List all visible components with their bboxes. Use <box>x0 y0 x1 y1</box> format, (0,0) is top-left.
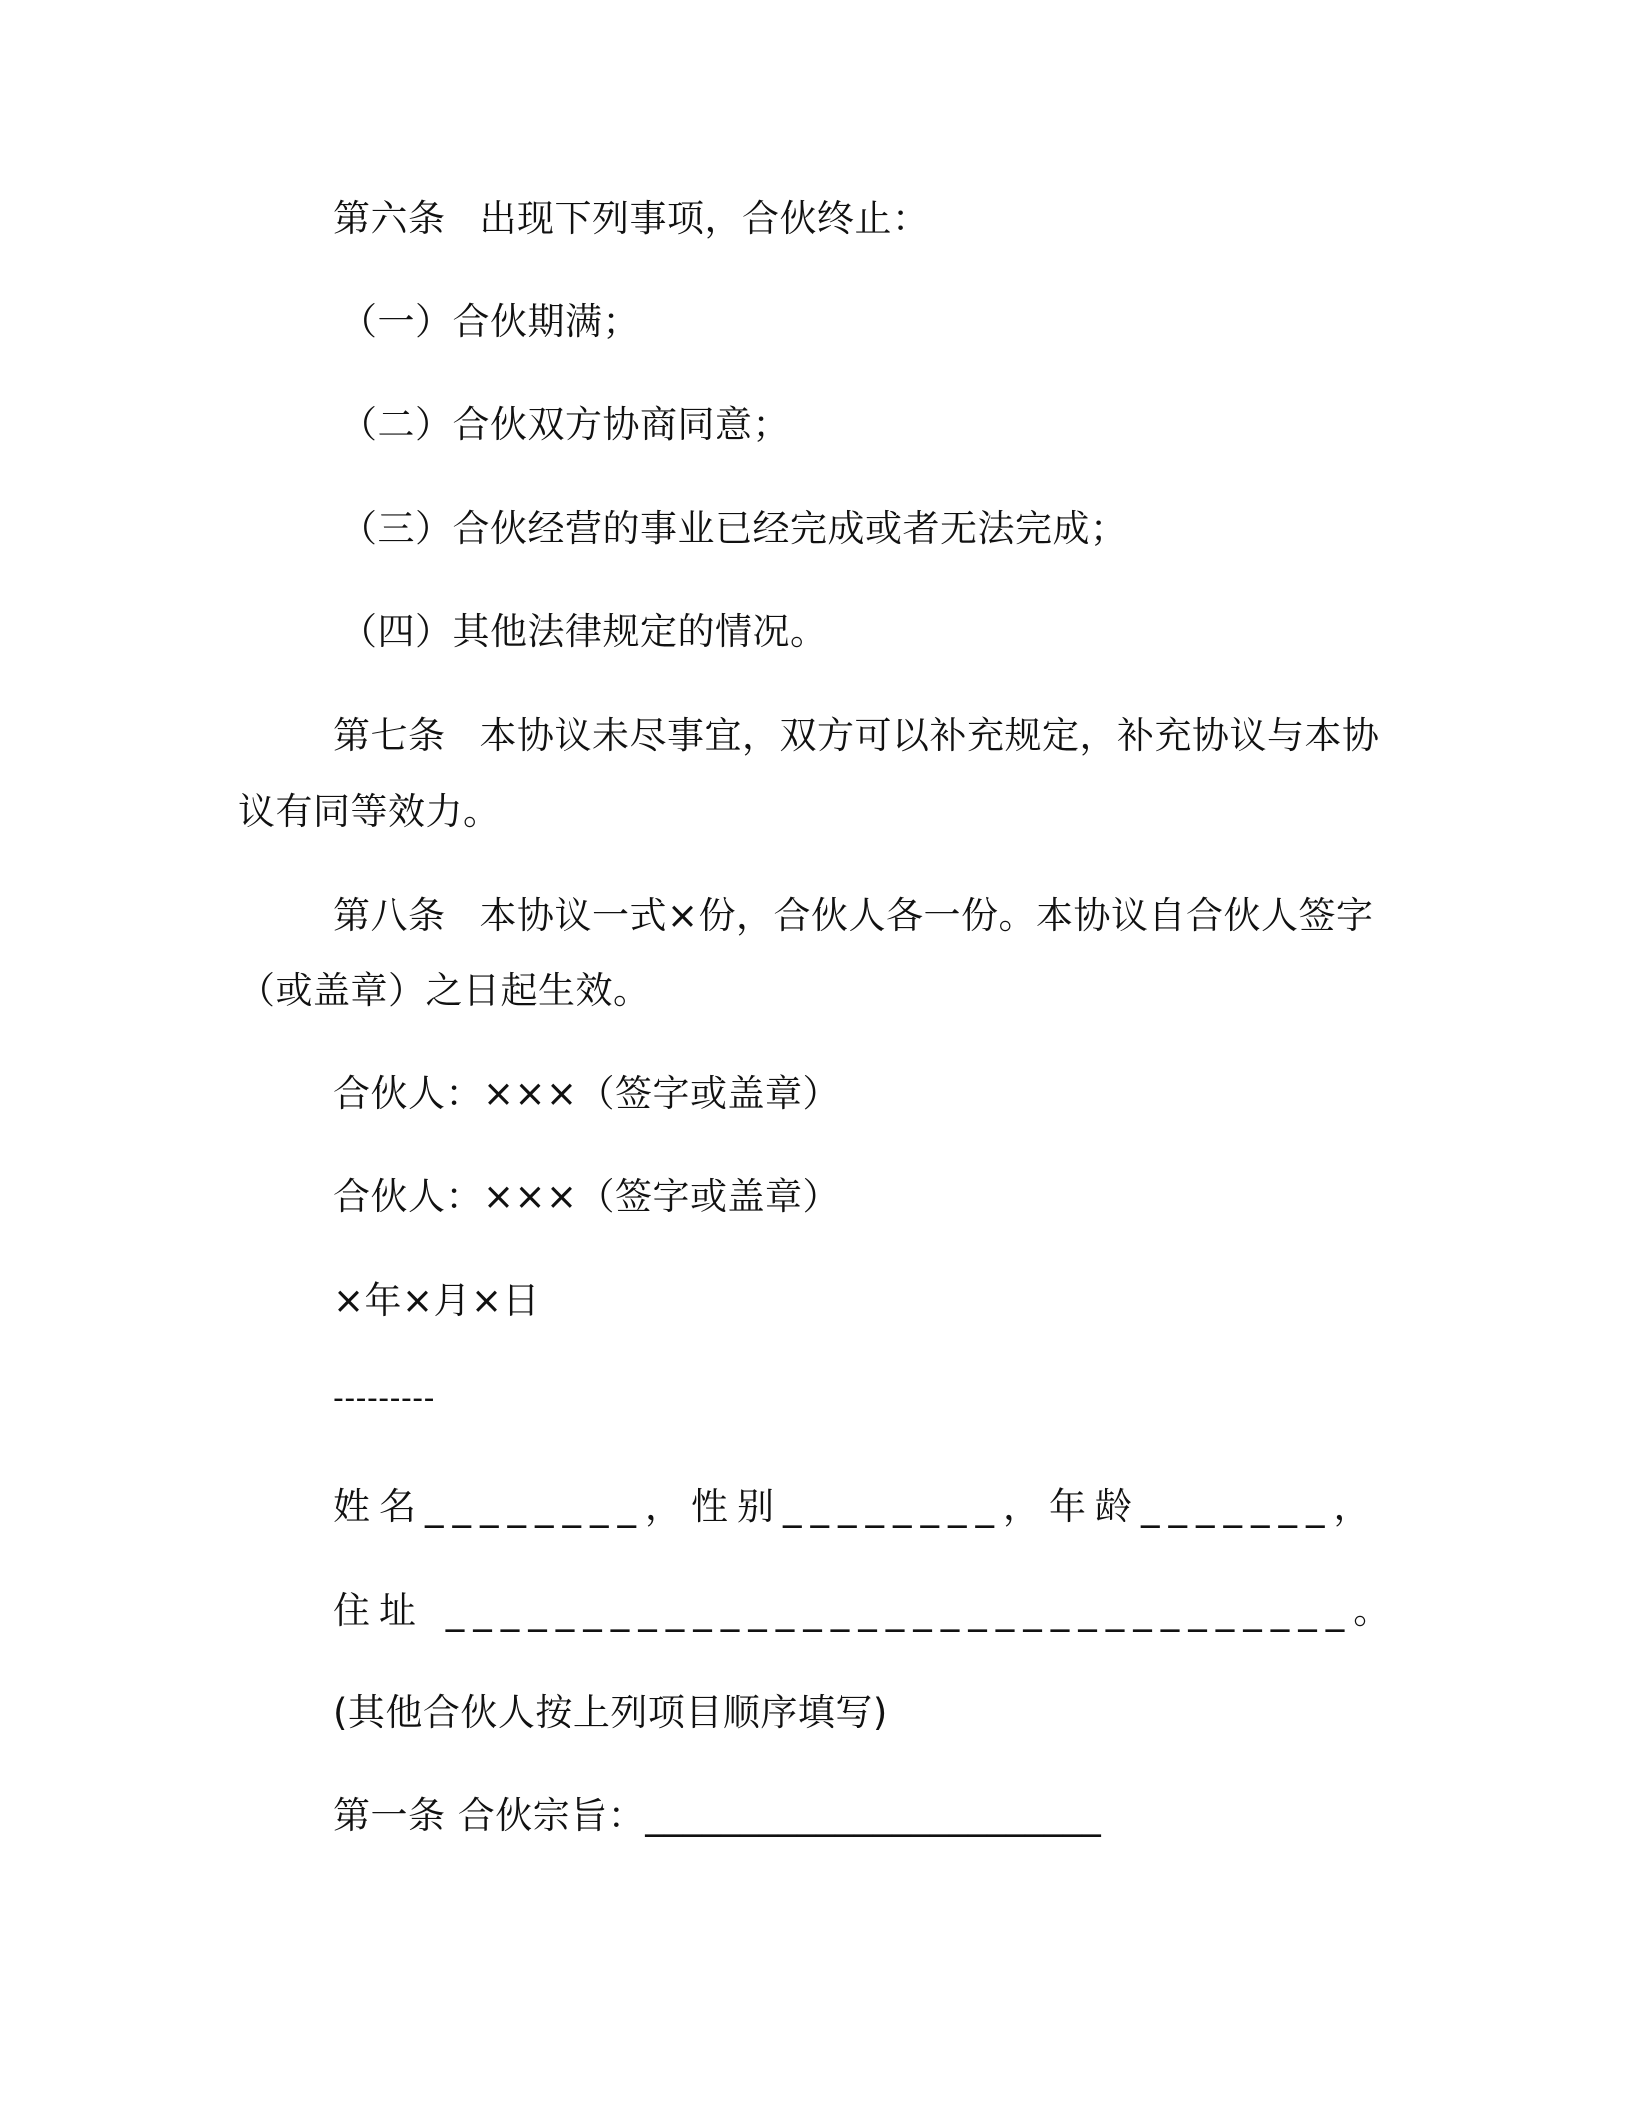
article6-item-2: （二）合伙双方协商同意； <box>340 403 790 446</box>
article8-heading: 第八条 <box>333 894 446 937</box>
form-note: (其他合伙人按上列项目顺序填写) <box>333 1691 888 1734</box>
article8-line-1 <box>333 894 1374 937</box>
article6-line <box>333 197 930 240</box>
article6-item-3: （三）合伙经营的事业已经完成或者无法完成； <box>340 507 1128 550</box>
article8-text-1: 本协议一式×份，合伙人各一份。本协议自合伙人签字 <box>479 894 1374 937</box>
form-line-name-gender-age: 姓名________，性别________，年龄_______， <box>333 1485 1380 1528</box>
article7-heading: 第七条 <box>333 714 446 757</box>
signature-line-2: 合伙人：×××（签字或盖章） <box>333 1175 841 1218</box>
article6-item-1: （一）合伙期满； <box>340 300 640 343</box>
article6-text: 出现下列事项，合伙终止： <box>479 197 930 240</box>
form-article1: 第一条 合伙宗旨：________________________ <box>333 1794 1102 1837</box>
article7-line-2: 议有同等效力。 <box>238 790 501 833</box>
article8-line-2: （或盖章）之日起生效。 <box>238 969 651 1012</box>
article6-heading: 第六条 <box>333 197 446 240</box>
form-line-address: 住址 _________________________________。 <box>333 1589 1400 1632</box>
article7-line-1 <box>333 714 1380 757</box>
separator: --------- <box>333 1381 435 1416</box>
date-line: ×年×月×日 <box>333 1279 541 1322</box>
article6-item-4: （四）其他法律规定的情况。 <box>340 610 828 653</box>
signature-line-1: 合伙人：×××（签字或盖章） <box>333 1072 841 1115</box>
article7-text-1: 本协议未尽事宜，双方可以补充规定，补充协议与本协 <box>479 714 1380 757</box>
